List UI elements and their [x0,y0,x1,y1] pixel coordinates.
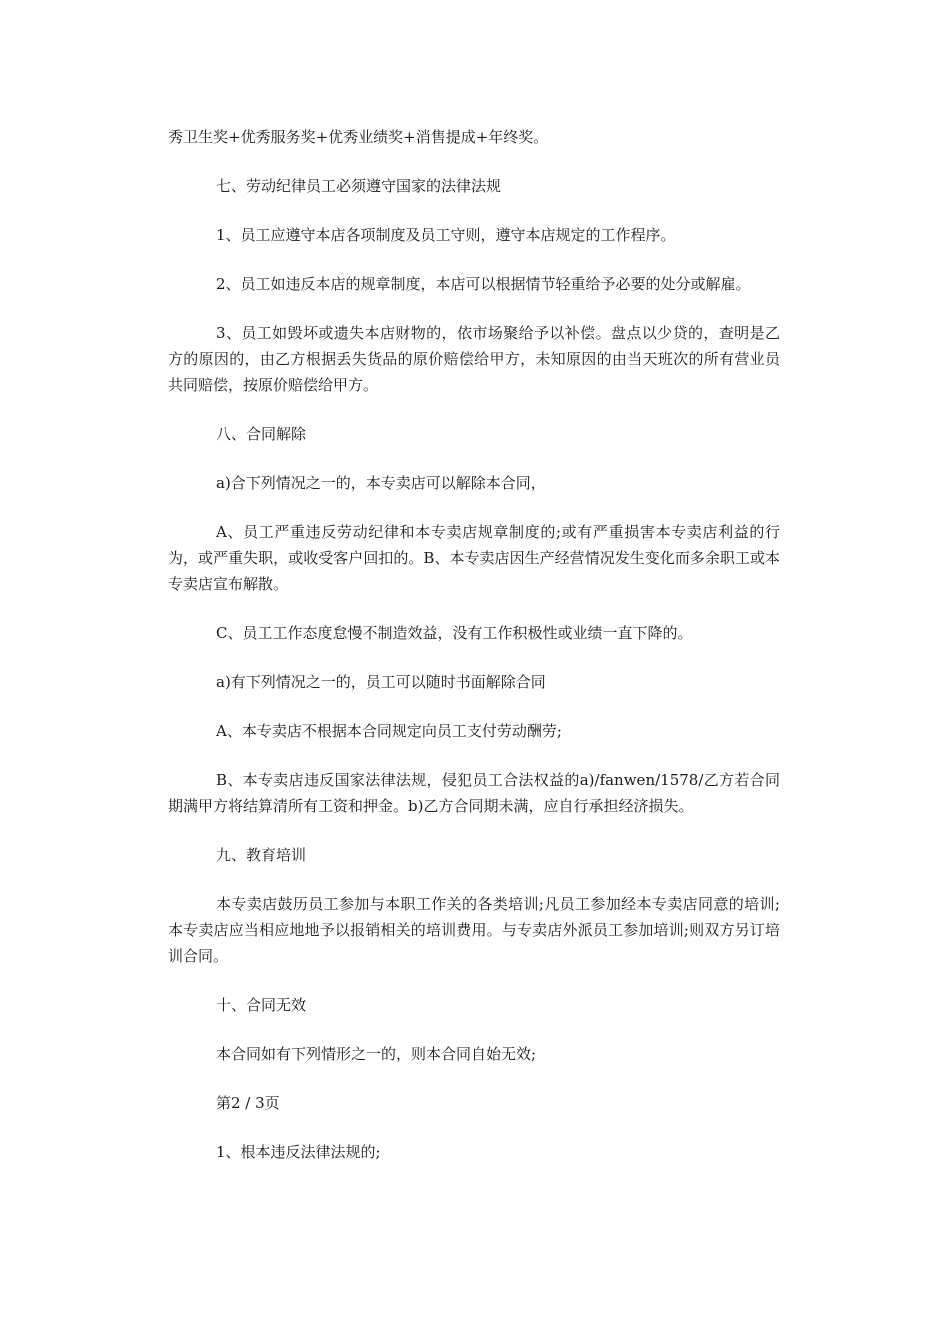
paragraph-rule-1: 1、员工应遵守本店各项制度及员工守则，遵守本店规定的工作程序。 [216,226,676,244]
paragraph-termination-a-b: A、员工严重违反劳动纪律和本专卖店规章制度的;或有严重损害本专卖店利益的行为，或严重失职，或收受客户回扣的。B、本专卖店因生产经营情况发生变化而多余职工或本专卖店宣布解散。 [168,523,780,593]
paragraph-invalid-1: 1、根本违反法律法规的; [216,1143,381,1161]
section-heading-training: 九、教育培训 [216,846,307,864]
paragraph-invalid-intro: 本合同如有下列情形之一的，则本合同自始无效; [216,1045,537,1063]
paragraph-employee-a: A、本专卖店不根据本合同规定向员工支付劳动酬劳; [216,722,562,740]
paragraph-continuation: 秀卫生奖+优秀服务奖+优秀业绩奖+消售提成+年终奖。 [168,128,549,146]
page-number: 第2 / 3页 [216,1094,280,1112]
paragraph-termination-c: C、员工工作态度怠慢不制造效益，没有工作积极性或业绩一直下降的。 [216,624,693,642]
paragraph-rule-3: 3、员工如毁坏或遗失本店财物的，依市场聚给予以补偿。盘点以少贷的，查明是乙方的原因的，由乙方根据丢失货品的原价赔偿给甲方，未知原因的由当天班次的所有营业员共同赔偿，按原价赔偿给甲方。 [168,324,780,394]
paragraph-rule-2: 2、员工如违反本店的规章制度，本店可以根据情节轻重给予必要的处分或解雇。 [216,275,751,293]
section-heading-contract-invalid: 十、合同无效 [216,996,307,1014]
paragraph-employee-b: B、本专卖店违反国家法律法规，侵犯员工合法权益的a)/fanwen/1578/乙方若合同期满甲方将结算清所有工资和押金。b)乙方合同期未满，应自行承担经济损失。 [168,771,780,815]
paragraph-termination-employer: a)合下列情况之一的，本专卖店可以解除本合同， [216,474,546,492]
section-heading-contract-termination: 八、合同解除 [216,425,307,443]
section-heading-labor-discipline: 七、劳动纪律员工必须遵守国家的法律法规 [216,177,502,195]
paragraph-termination-employee: a)有下列情况之一的，员工可以随时书面解除合同 [216,673,546,691]
paragraph-training: 本专卖店鼓历员工参加与本职工作关的各类培训;凡员工参加经本专卖店同意的培训;本专卖店应当相应地地予以报销相关的培训费用。与专卖店外派员工参加培训;则双方另订培训合同。 [168,895,780,965]
document-body [168,124,780,1188]
